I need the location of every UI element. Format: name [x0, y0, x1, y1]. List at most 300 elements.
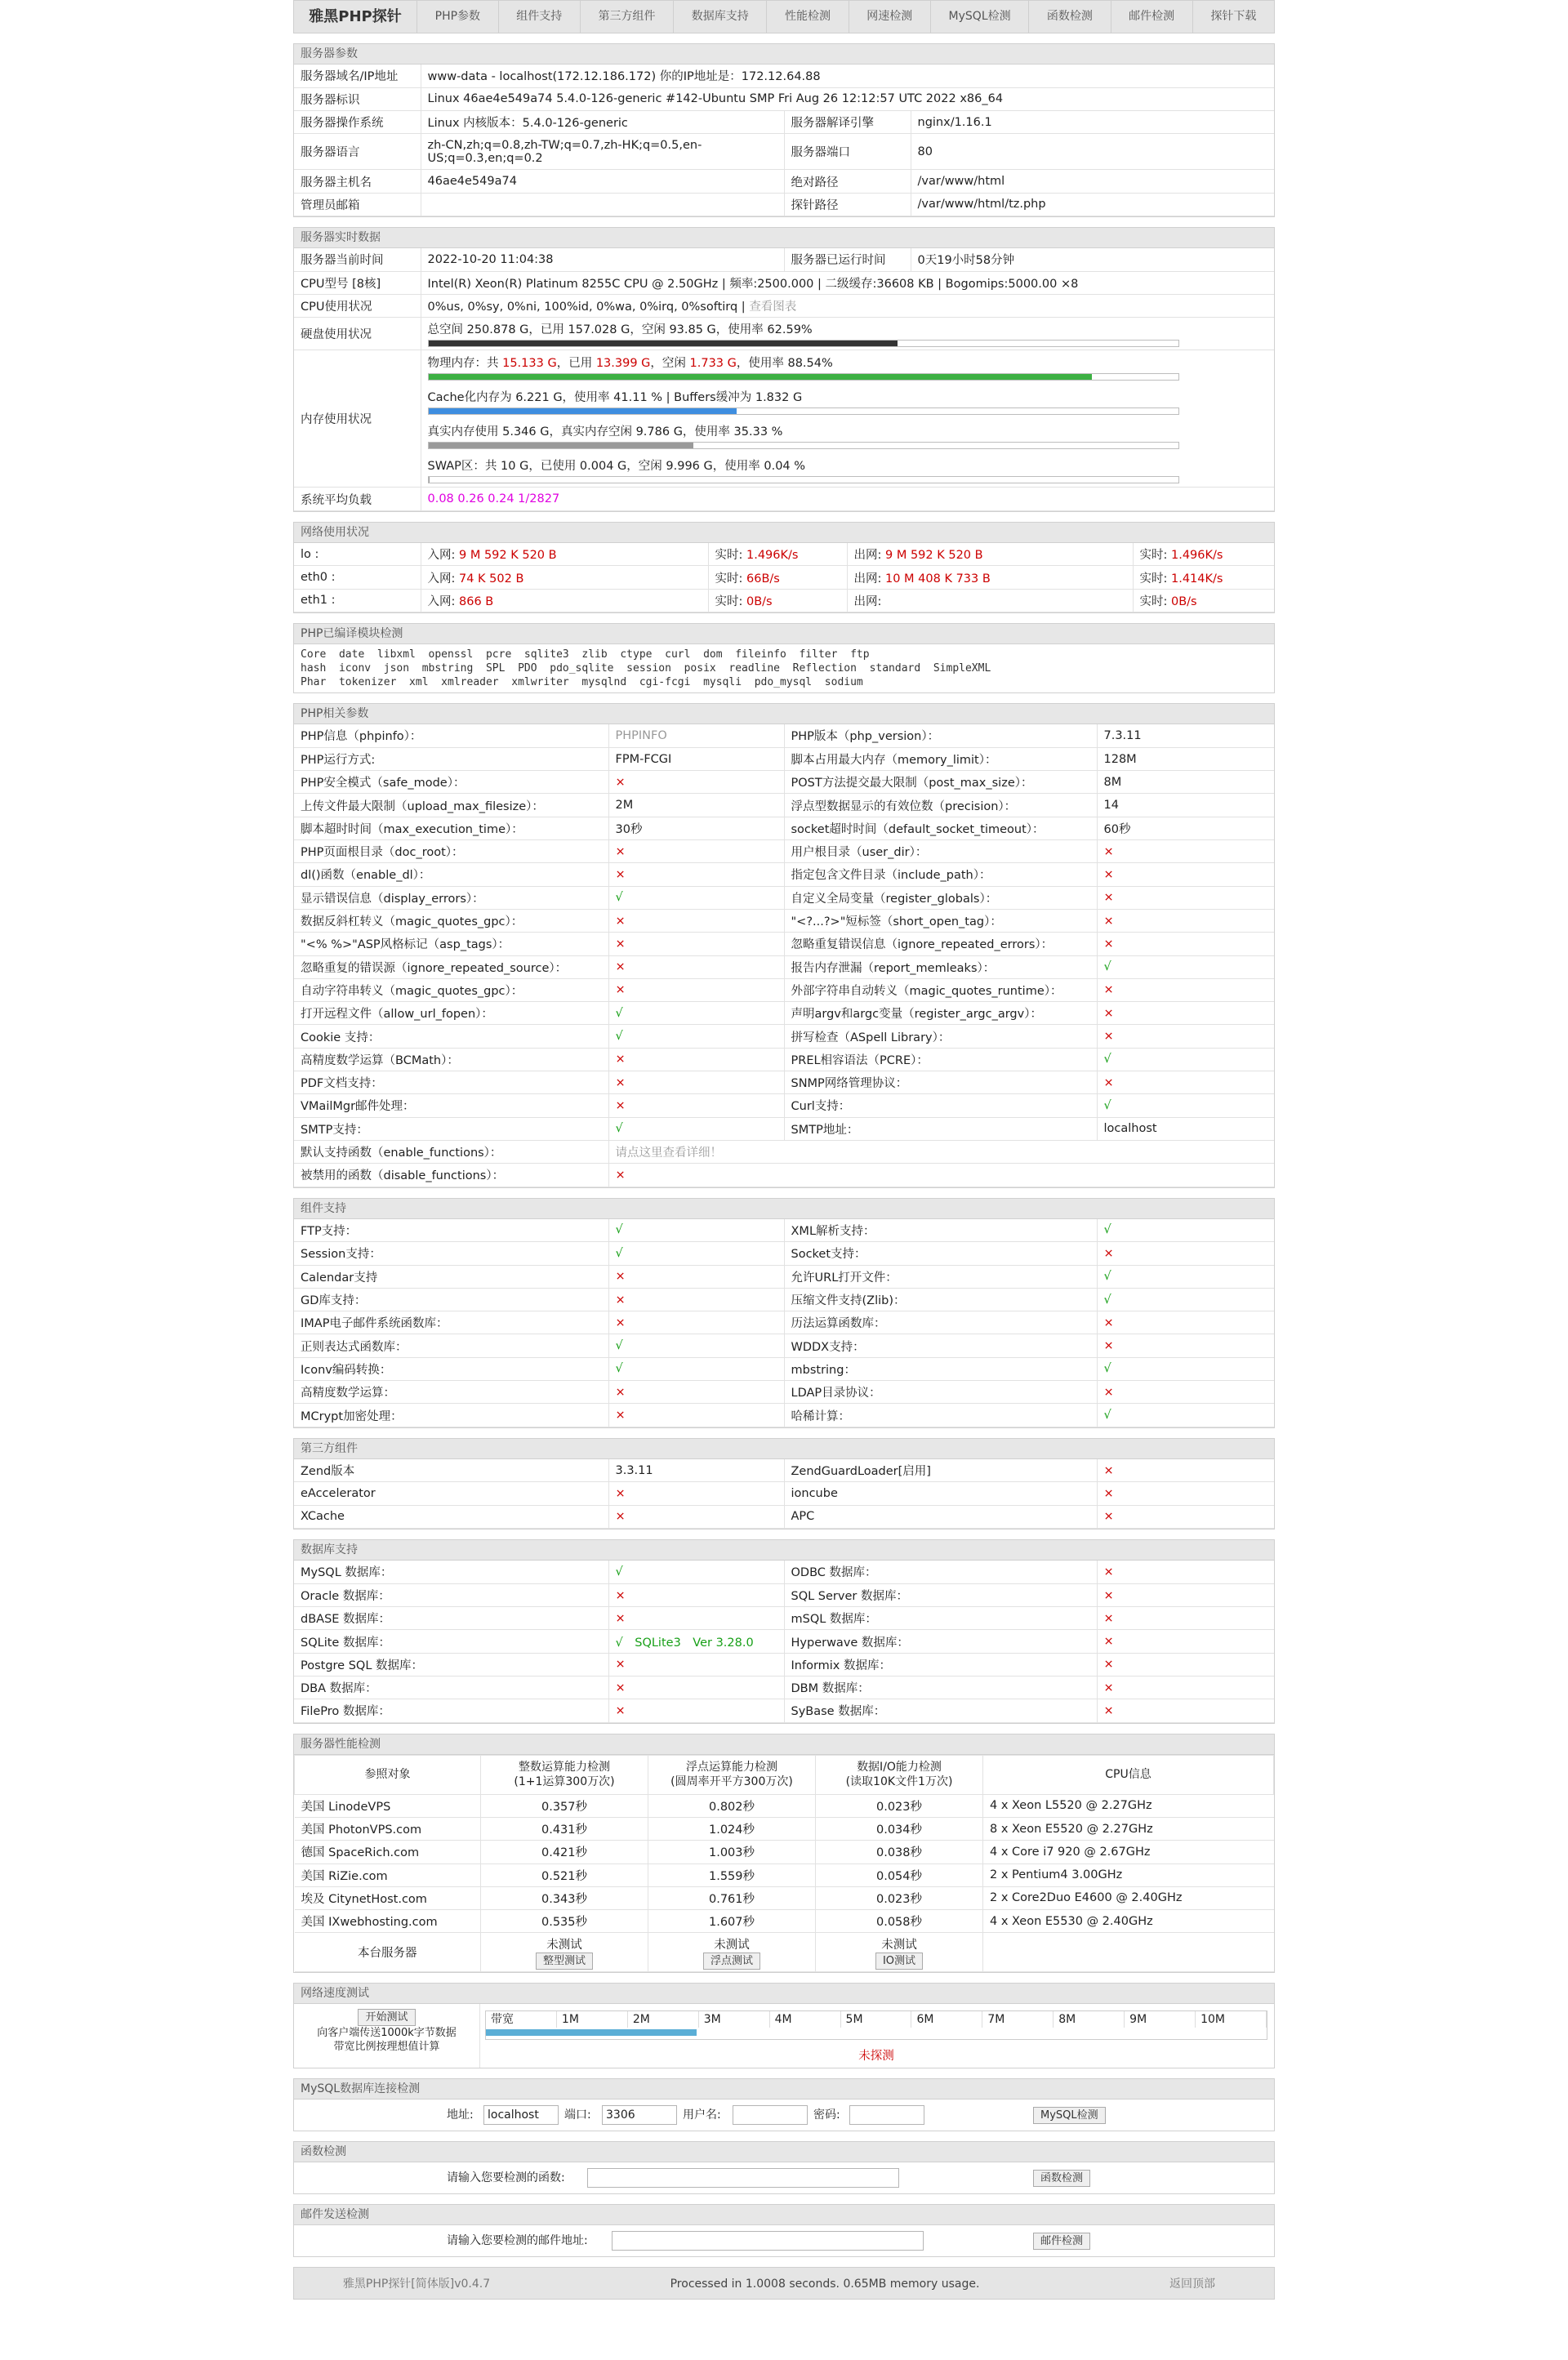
- speed-test-body: [294, 2004, 1274, 2068]
- label: 出网:: [853, 594, 882, 608]
- param-value: √: [1097, 1357, 1274, 1380]
- nav-components[interactable]: 组件支持: [498, 1, 580, 33]
- net-out-rate: [1133, 543, 1274, 566]
- net-in-rate: [708, 543, 847, 566]
- local-io: [816, 1933, 983, 1972]
- param-label: dl()函数（enable_dl）：: [294, 863, 608, 886]
- param-value: 7.3.11: [1097, 724, 1274, 747]
- mysql-host-input[interactable]: localhost: [483, 2105, 559, 2125]
- param-label: 高精度数学运算（BCMath）：: [294, 1048, 608, 1071]
- param-value: ×: [1097, 1334, 1274, 1357]
- network-row: [294, 566, 1274, 589]
- io-time: 0.023秒: [816, 1886, 983, 1909]
- cache-progress-fill: [429, 408, 737, 414]
- param-label: dBASE 数据库：: [294, 1607, 608, 1630]
- param-label: PHP运行方式:: [294, 747, 608, 770]
- param-value: √: [1097, 1219, 1274, 1242]
- param-label: 正则表达式函数库：: [294, 1334, 608, 1357]
- param-row: [294, 817, 1274, 839]
- param-label: 脚本超时时间（max_execution_time）：: [294, 817, 608, 839]
- scale-mark: 4M: [770, 2011, 841, 2028]
- value: 74 K 502 B: [459, 572, 524, 586]
- param-label: ZendGuardLoader[启用]: [784, 1459, 1097, 1482]
- text: ，使用率 88.54%: [736, 357, 833, 371]
- back-to-top-link[interactable]: 返回顶部: [1169, 2278, 1215, 2291]
- cpu-usage: 0%us, 0%sy, 0%ni, 100%id, 0%wa, 0%irq, 0%softirq | 查看图表: [421, 295, 1274, 318]
- int-time: 0.421秒: [481, 1841, 648, 1864]
- net-out: [847, 543, 1133, 566]
- param-row: [294, 1265, 1274, 1288]
- io-time: 0.034秒: [816, 1817, 983, 1840]
- param-value: ×: [608, 863, 784, 886]
- param-value: 30秒: [608, 817, 784, 839]
- function-form: [294, 2162, 1274, 2193]
- param-label: Postgre SQL 数据库：: [294, 1653, 608, 1676]
- param-row: [294, 1381, 1274, 1404]
- mail-form: [294, 2225, 1274, 2256]
- cpu-info: 4 x Core i7 920 @ 2.67GHz: [983, 1841, 1274, 1864]
- text: 整数运算能力检测: [519, 1761, 610, 1774]
- server-name: 美国 LinodeVPS: [295, 1794, 481, 1817]
- param-value: ×: [1097, 886, 1274, 909]
- param-label: GD库支持：: [294, 1288, 608, 1311]
- param-row: [294, 909, 1274, 932]
- nav-download[interactable]: 探针下载: [1192, 1, 1274, 33]
- param-label: MCrypt加密处理：: [294, 1404, 608, 1427]
- param-label: 拼写检查（ASpell Library）：: [784, 1025, 1097, 1048]
- benchmark-row: [295, 1794, 1274, 1817]
- local-server-label: 本台服务器: [295, 1933, 481, 1972]
- param-value: √: [608, 1002, 784, 1025]
- label: 入网:: [427, 572, 459, 586]
- text: 未测试: [881, 1938, 917, 1952]
- label: 服务器操作系统: [294, 111, 421, 134]
- server-params-section: [293, 43, 1275, 217]
- param-row: [294, 771, 1274, 794]
- text: (1+1运算300万次): [514, 1775, 615, 1789]
- param-value: ×: [608, 1048, 784, 1071]
- float-test-button[interactable]: 浮点测试: [703, 1953, 760, 1970]
- value: 2022-10-20 11:04:38: [421, 248, 784, 271]
- param-label: 用户根目录（user_dir）：: [784, 840, 1097, 863]
- param-value: ×: [1097, 1653, 1274, 1676]
- mail-test-section: [293, 2204, 1275, 2257]
- param-label: 数据反斜杠转义（magic_quotes_gpc）：: [294, 909, 608, 932]
- param-label: 上传文件最大限制（upload_max_filesize）：: [294, 794, 608, 817]
- section-title: 服务器实时数据: [294, 228, 1274, 248]
- server-params-table: [294, 65, 1274, 216]
- text: 带宽比例按理想值计算: [333, 2041, 440, 2054]
- cpu-info: 4 x Xeon L5520 @ 2.27GHz: [983, 1794, 1274, 1817]
- param-label: 报告内存泄漏（report_memleaks）：: [784, 955, 1097, 978]
- int-time: 0.535秒: [481, 1910, 648, 1933]
- label: 实时:: [1139, 549, 1171, 563]
- speed-fill: [486, 2029, 697, 2036]
- param-label: SQLite 数据库：: [294, 1630, 608, 1653]
- mysql-check-button[interactable]: MySQL检测: [1033, 2107, 1106, 2124]
- cache-memory-text: Cache化内存为 6.221 G，使用率 41.11 % | Buffers缓冲为 1.832 G: [427, 391, 803, 405]
- value: 866 B: [459, 594, 494, 608]
- param-row: [294, 724, 1274, 747]
- section-title: 数据库支持: [294, 1540, 1274, 1561]
- param-label: 自动字符串转义（magic_quotes_gpc）：: [294, 978, 608, 1001]
- footer: [293, 2267, 1275, 2300]
- mysql-test-section: [293, 2078, 1275, 2131]
- param-value: ×: [1097, 1459, 1274, 1482]
- param-value: FPM-FCGI: [608, 747, 784, 770]
- scale-mark: 8M: [1054, 2011, 1125, 2028]
- nav-mail-test[interactable]: 邮件检测: [1111, 1, 1192, 33]
- param-label: "<% %>"ASP风格标记（asp_tags）：: [294, 933, 608, 955]
- param-value: ×: [608, 1094, 784, 1117]
- value: www-data - localhost(172.12.186.172) 你的IP地址是：172.12.64.88: [421, 65, 1274, 87]
- label: 实时:: [715, 594, 746, 608]
- label: 探针路径: [784, 193, 911, 216]
- realtime-table: [294, 248, 1274, 511]
- param-label: mbstring：: [784, 1357, 1097, 1380]
- footer-version[interactable]: 雅黑PHP探针[简体版]v0.4.7: [342, 2278, 491, 2291]
- param-label: MySQL 数据库：: [294, 1561, 608, 1583]
- footer-stats: Processed in 1.0008 seconds. 0.65MB memory usage.: [670, 2278, 980, 2291]
- param-row: [294, 1583, 1274, 1606]
- nav-function-test[interactable]: 函数检测: [1028, 1, 1110, 33]
- param-label: ODBC 数据库：: [784, 1561, 1097, 1583]
- scale-mark: 2M: [628, 2011, 699, 2028]
- scale-mark: 9M: [1125, 2011, 1196, 2028]
- param-value: ×: [608, 1404, 784, 1427]
- nav-speed-test[interactable]: 网速检测: [849, 1, 930, 33]
- param-value: ×: [1097, 1583, 1274, 1606]
- param-label: Zend版本: [294, 1459, 608, 1482]
- io-test-button[interactable]: IO测试: [875, 1953, 923, 1970]
- param-value: √: [608, 1357, 784, 1380]
- text: ，空闲: [650, 357, 690, 371]
- param-value: 8M: [1097, 771, 1274, 794]
- network-row: [294, 543, 1274, 566]
- benchmark-row: [295, 1817, 1274, 1840]
- start-test-button[interactable]: 开始测试: [358, 2009, 415, 2026]
- param-value: √ SQLite3 Ver 3.28.0: [608, 1630, 784, 1653]
- real-memory-text: 真实内存使用 5.346 G，真实内存空闲 9.786 G，使用率 35.33 %: [427, 425, 783, 439]
- benchmark-row: [295, 1841, 1274, 1864]
- float-time: 1.559秒: [648, 1864, 816, 1886]
- scale-mark: 10M: [1196, 2011, 1267, 2028]
- param-value: √: [608, 1561, 784, 1583]
- text: 未测试: [546, 1938, 582, 1952]
- param-label: SNMP网络管理协议：: [784, 1071, 1097, 1094]
- param-label: SMTP支持：: [294, 1117, 608, 1140]
- param-row: [294, 978, 1274, 1001]
- param-row: [294, 1094, 1274, 1117]
- param-value: ×: [1097, 1630, 1274, 1653]
- nav-php-params[interactable]: PHP参数: [416, 1, 498, 33]
- section-title: 函数检测: [294, 2142, 1274, 2162]
- addr-label: 地址:: [447, 2108, 474, 2122]
- nav-performance[interactable]: 性能检测: [766, 1, 848, 33]
- io-time: 0.023秒: [816, 1794, 983, 1817]
- param-value: ×: [1097, 1561, 1274, 1583]
- label: 服务器端口: [784, 134, 911, 170]
- col-cpu: CPU信息: [983, 1755, 1274, 1794]
- param-row: [294, 1482, 1274, 1505]
- param-label: WDDX支持：: [784, 1334, 1097, 1357]
- param-value: ×: [608, 978, 784, 1001]
- value: 1.496K/s: [746, 549, 799, 563]
- param-label: 哈稀计算：: [784, 1404, 1097, 1427]
- speed-track: [486, 2029, 1267, 2036]
- param-label: 外部字符串自动转义（magic_quotes_runtime）：: [784, 978, 1097, 1001]
- param-label: Oracle 数据库：: [294, 1583, 608, 1606]
- mem-free: 1.733 G: [689, 357, 737, 371]
- param-value: ×: [1097, 1381, 1274, 1404]
- memory-progress-bar: [428, 373, 1179, 381]
- param-value: 3.3.11: [608, 1459, 784, 1482]
- mysql-user-input[interactable]: [733, 2105, 808, 2125]
- param-value: ×: [608, 1699, 784, 1722]
- network-table: [294, 543, 1274, 612]
- disk-usage: [421, 318, 1274, 350]
- label: CPU型号 [8核]: [294, 271, 421, 294]
- local-int: [481, 1933, 648, 1972]
- param-value: √: [1097, 1048, 1274, 1071]
- value: Linux 46ae4e549a74 5.4.0-126-generic #142-Ubuntu SMP Fri Aug 26 12:12:57 UTC 2022 x86_64: [421, 87, 1274, 110]
- server-name: 德国 SpaceRich.com: [295, 1841, 481, 1864]
- text: 向客户端传送1000k字节数据: [317, 2027, 457, 2040]
- label: 内存使用状况: [294, 350, 421, 488]
- param-row: [294, 794, 1274, 817]
- param-label: 浮点型数据显示的有效位数（precision）：: [784, 794, 1097, 817]
- value: /var/www/html: [911, 170, 1274, 193]
- scale-mark: 5M: [841, 2011, 912, 2028]
- param-row: [294, 1561, 1274, 1583]
- value: Intel(R) Xeon(R) Platinum 8255C CPU @ 2.50GHz | 频率:2500.000 | 二级缓存:36608 KB | Bogomips:5000.00 ×8: [421, 271, 1274, 294]
- param-value: ×: [1097, 1071, 1274, 1094]
- cpu-info: 4 x Xeon E5530 @ 2.40GHz: [983, 1910, 1274, 1933]
- server-name: 埃及 CitynetHost.com: [295, 1886, 481, 1909]
- cache-progress-bar: [428, 407, 1179, 415]
- value: 10 M 408 K 733 B: [885, 572, 991, 586]
- value: 9 M 592 K 520 B: [459, 549, 557, 563]
- param-row: [294, 1288, 1274, 1311]
- mysql-password-input[interactable]: [849, 2105, 924, 2125]
- scale-mark: 带宽: [486, 2011, 557, 2028]
- module-list: [294, 644, 1274, 692]
- section-title: 网络使用状况: [294, 523, 1274, 543]
- param-label: PHP版本（php_version）：: [784, 724, 1097, 747]
- mail-label: 请输入您要检测的邮件地址:: [447, 2234, 588, 2248]
- nav-third-party[interactable]: 第三方组件: [580, 1, 673, 33]
- speed-result: 未探测: [858, 2050, 894, 2064]
- param-row: [294, 955, 1274, 978]
- value: 1.496K/s: [1171, 549, 1223, 563]
- function-input[interactable]: [587, 2168, 899, 2188]
- section-title: PHP已编译模块检测: [294, 624, 1274, 644]
- param-value: 14: [1097, 794, 1274, 817]
- col-reference: 参照对象: [295, 1755, 481, 1794]
- param-label: 历法运算函数库：: [784, 1311, 1097, 1334]
- section-title: 服务器参数: [294, 44, 1274, 65]
- param-row: [294, 747, 1274, 770]
- param-row: [294, 1699, 1274, 1722]
- param-label: SQL Server 数据库：: [784, 1583, 1097, 1606]
- text: ，已用: [556, 357, 596, 371]
- net-in: [421, 566, 708, 589]
- label: 默认支持函数（enable_functions）：: [294, 1140, 608, 1163]
- local-float: [648, 1933, 816, 1972]
- param-label: FTP支持：: [294, 1219, 608, 1242]
- param-value: ×: [1097, 1676, 1274, 1699]
- param-value: PHPINFO: [608, 724, 784, 747]
- label: 管理员邮箱: [294, 193, 421, 216]
- value: 66B/s: [746, 572, 780, 586]
- disk-progress-fill: [429, 341, 898, 346]
- realtime-section: [293, 227, 1275, 512]
- param-value: ×: [608, 1676, 784, 1699]
- param-label: SyBase 数据库：: [784, 1699, 1097, 1722]
- int-time: 0.343秒: [481, 1886, 648, 1909]
- database-table: [294, 1561, 1274, 1723]
- components-table: [294, 1219, 1274, 1427]
- module-line: Phar tokenizer xml xmlreader xmlwriter mysqlnd cgi-fcgi mysqli pdo_mysql sodium: [301, 676, 863, 689]
- speed-test-controls: [294, 2004, 480, 2068]
- param-label: 显示错误信息（display_errors）：: [294, 886, 608, 909]
- section-title: 第三方组件: [294, 1439, 1274, 1459]
- value: [421, 193, 784, 216]
- nav-mysql-test[interactable]: MySQL检测: [930, 1, 1028, 33]
- label: 硬盘使用状况: [294, 318, 421, 350]
- param-label: 高精度数学运算：: [294, 1381, 608, 1404]
- label: 系统平均负载: [294, 488, 421, 510]
- modules-section: [293, 623, 1275, 693]
- speed-test-section: [293, 1983, 1275, 2068]
- param-label: socket超时时间（default_socket_timeout）：: [784, 817, 1097, 839]
- server-name: 美国 PhotonVPS.com: [295, 1817, 481, 1840]
- performance-section: [293, 1734, 1275, 1974]
- param-value: localhost: [1097, 1117, 1274, 1140]
- param-value: 60秒: [1097, 817, 1274, 839]
- col-float: [648, 1755, 816, 1794]
- param-value: ×: [1097, 909, 1274, 932]
- param-label: 压缩文件支持(Zlib)：: [784, 1288, 1097, 1311]
- physical-memory-text: [428, 354, 1268, 371]
- value: 总空间 250.878 G，已用 157.028 G，空闲 93.85 G，使用率 62.59%: [427, 323, 813, 337]
- io-time: 0.054秒: [816, 1864, 983, 1886]
- mail-check-button[interactable]: 邮件检测: [1033, 2233, 1090, 2250]
- float-time: 1.607秒: [648, 1910, 816, 1933]
- param-value: ×: [608, 1505, 784, 1528]
- param-row: [294, 1404, 1274, 1427]
- param-value: ×: [1097, 1242, 1274, 1265]
- param-label: DBA 数据库：: [294, 1676, 608, 1699]
- label: 服务器已运行时间: [784, 248, 911, 271]
- col-io: [816, 1755, 983, 1794]
- param-value: ×: [608, 771, 784, 794]
- swap-progress-bar: [428, 476, 1179, 483]
- param-row: [294, 1071, 1274, 1094]
- param-value: √: [608, 1334, 784, 1357]
- param-label: IMAP电子邮件系统函数库：: [294, 1311, 608, 1334]
- top-nav: [293, 0, 1275, 33]
- param-label: PHP安全模式（safe_mode）：: [294, 771, 608, 794]
- param-value: ×: [1097, 978, 1274, 1001]
- label: 服务器标识: [294, 87, 421, 110]
- value: 46ae4e549a74: [421, 170, 784, 193]
- value: Linux 内核版本：5.4.0-126-generic: [421, 111, 784, 134]
- mem-used: 13.399 G: [595, 357, 651, 371]
- brand-title[interactable]: 雅黑PHP探针: [309, 8, 402, 25]
- page: [293, 0, 1275, 2300]
- mail-input[interactable]: [612, 2231, 924, 2251]
- param-label: FilePro 数据库：: [294, 1699, 608, 1722]
- param-value: ×: [608, 1311, 784, 1334]
- user-label: 用户名:: [683, 2108, 721, 2122]
- param-label: Curl支持：: [784, 1094, 1097, 1117]
- param-label: 指定包含文件目录（include_path）：: [784, 863, 1097, 886]
- net-in-rate: [708, 566, 847, 589]
- benchmark-row: [295, 1886, 1274, 1909]
- param-row: [294, 1025, 1274, 1048]
- label: 出网:: [853, 572, 885, 586]
- scale-mark: 7M: [982, 2011, 1054, 2028]
- param-value: √: [608, 1219, 784, 1242]
- local-cpu: [983, 1933, 1274, 1972]
- param-row: [294, 1002, 1274, 1025]
- param-value: √: [608, 1117, 784, 1140]
- param-label: 自定义全局变量（register_globals）：: [784, 886, 1097, 909]
- cpu-chart-link[interactable]: 查看图表: [749, 301, 797, 314]
- label: 绝对路径: [784, 170, 911, 193]
- integer-test-button[interactable]: 整型测试: [536, 1953, 593, 1970]
- function-check-button[interactable]: 函数检测: [1033, 2170, 1090, 2187]
- section-title: 邮件发送检测: [294, 2205, 1274, 2225]
- net-in: [421, 543, 708, 566]
- value: /var/www/html/tz.php: [911, 193, 1274, 216]
- param-value: ×: [1097, 933, 1274, 955]
- param-value: ×: [1097, 1311, 1274, 1334]
- value: 0B/s: [746, 594, 773, 608]
- memory-progress-fill: [429, 374, 1093, 380]
- param-label: DBM 数据库：: [784, 1676, 1097, 1699]
- value: zh-CN,zh;q=0.8,zh-TW;q=0.7,zh-HK;q=0.5,en-US;q=0.3,en;q=0.2: [421, 134, 784, 170]
- param-label: Iconv编码转换：: [294, 1357, 608, 1380]
- col-integer: [481, 1755, 648, 1794]
- benchmark-row: [295, 1864, 1274, 1886]
- swap-text: SWAP区：共 10 G，已使用 0.004 G，空闲 9.996 G，使用率 0.04 %: [427, 460, 806, 474]
- param-value: ×: [1097, 1607, 1274, 1630]
- param-label: Hyperwave 数据库：: [784, 1630, 1097, 1653]
- text: 物理内存：共: [427, 357, 503, 371]
- scale-mark: 1M: [557, 2011, 628, 2028]
- param-label: "<?...?>"短标签（short_open_tag）：: [784, 909, 1097, 932]
- mysql-port-input[interactable]: 3306: [602, 2105, 677, 2125]
- param-value: √: [608, 1242, 784, 1265]
- mem-total: 15.133 G: [502, 357, 557, 371]
- param-value: √: [1097, 1404, 1274, 1427]
- label: 被禁用的函数（disable_functions）：: [294, 1164, 608, 1187]
- value: 9 M 592 K 520 B: [885, 549, 983, 563]
- param-label: SMTP地址：: [784, 1117, 1097, 1140]
- param-label: 打开远程文件（allow_url_fopen）：: [294, 1002, 608, 1025]
- param-label: APC: [784, 1505, 1097, 1528]
- value: 0天19小时58分钟: [911, 248, 1274, 271]
- enable-functions-link[interactable]: 请点这里查看详细！: [608, 1140, 1274, 1163]
- float-time: 1.024秒: [648, 1817, 816, 1840]
- nav-database[interactable]: 数据库支持: [673, 1, 766, 33]
- value: 0B/s: [1171, 594, 1197, 608]
- param-label: Session支持：: [294, 1242, 608, 1265]
- cpu-info: 8 x Xeon E5520 @ 2.27GHz: [983, 1817, 1274, 1840]
- param-value: √: [1097, 955, 1274, 978]
